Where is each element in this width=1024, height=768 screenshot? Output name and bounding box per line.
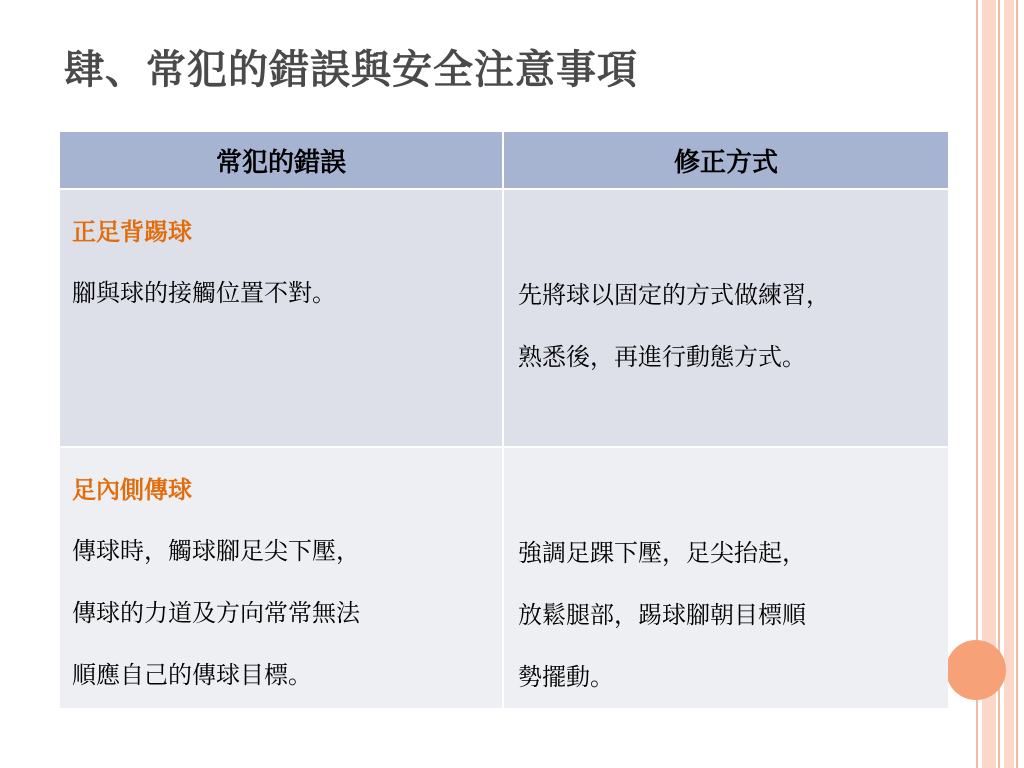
decor-stripe — [1016, 0, 1018, 768]
fix-cell — [502, 448, 948, 708]
header-mistakes: 常犯的錯誤 — [60, 132, 502, 190]
fix-cell — [502, 190, 948, 448]
fix-text: 放鬆腿部，踢球腳朝目標順 — [518, 601, 806, 629]
decor-stripe — [1004, 0, 1014, 768]
table-row — [60, 190, 948, 448]
fix-text: 熟悉後，再進行動態方式。 — [518, 343, 806, 371]
fix-text: 先將球以固定的方式做練習， — [518, 281, 830, 309]
mistakes-table — [60, 132, 948, 708]
mistake-cell — [60, 448, 502, 708]
skill-heading: 正足背踢球 — [72, 217, 192, 246]
skill-heading: 足內側傳球 — [72, 475, 192, 504]
fix-text: 強調足踝下壓，足尖抬起， — [518, 539, 806, 567]
table-row — [60, 448, 948, 708]
mistake-cell — [60, 190, 502, 448]
mistake-text: 腳與球的接觸位置不對。 — [72, 279, 336, 307]
header-corrections: 修正方式 — [502, 132, 948, 190]
mistake-text: 傳球時，觸球腳足尖下壓， — [72, 537, 360, 565]
mistake-text: 順應自己的傳球目標。 — [72, 661, 312, 689]
decor-circle — [946, 640, 1006, 700]
slide-title: 肆、常犯的錯誤與安全注意事項 — [64, 46, 638, 93]
table-header-row — [60, 132, 948, 190]
fix-text: 勢擺動。 — [518, 663, 614, 691]
mistake-text: 傳球的力道及方向常常無法 — [72, 599, 360, 627]
